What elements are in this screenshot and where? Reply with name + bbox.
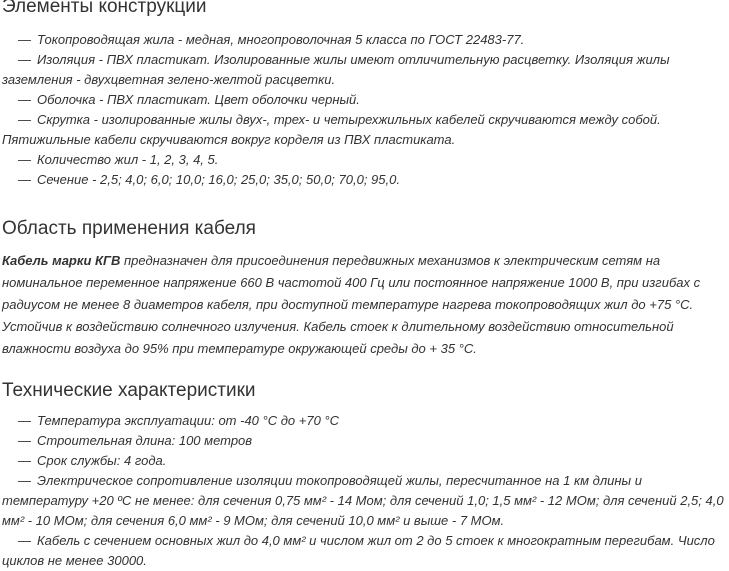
list-item: — Температура эксплуатации: от -40 °С до +70 °С xyxy=(2,411,724,431)
list-item: — Токопроводящая жила - медная, многопроволочная 5 класса по ГОСТ 22483-77. xyxy=(2,30,724,50)
list-item: — Кабель с сечением основных жил до 4,0 мм² и числом жил от 2 до 5 стоек к многократным перегибам. Число циклов не менее 30000. xyxy=(2,531,724,571)
list-item: — Строительная длина: 100 метров xyxy=(2,431,724,451)
list-item: — Количество жил - 1, 2, 3, 4, 5. xyxy=(2,150,724,170)
list-item: — Сечение - 2,5; 4,0; 6,0; 10,0; 16,0; 25,0; 35,0; 50,0; 70,0; 95,0. xyxy=(2,170,724,190)
list-item: — Оболочка - ПВХ пластикат. Цвет оболочки черный. xyxy=(2,90,724,110)
list-item: — Изоляция - ПВХ пластикат. Изолированные жилы имеют отличительную расцветку. Изоляция жилы заземления - двухцветная зелено-желтой расцветки. xyxy=(2,50,724,90)
cable-brand-label: Кабель марки КГВ xyxy=(2,253,121,268)
list-item: — Скрутка - изолированные жилы двух-, трех- и четырехжильных кабелей скручиваются между собой. Пятижильные кабели скручиваются вокруг кордeля из ПВХ пластиката. xyxy=(2,110,724,150)
section-title-construction: Элементы конструкции xyxy=(2,0,207,17)
application-paragraph xyxy=(2,250,724,360)
specs-list xyxy=(2,411,724,571)
construction-list xyxy=(2,30,724,190)
list-item: — Срок службы: 4 года. xyxy=(2,451,724,471)
section-title-specs: Технические характеристики xyxy=(2,380,256,401)
application-text: предназначен для присоединения передвижных механизмов к электрическим сетям на номинальное переменное напряжение 660 В частотой 400 Гц или постоянное напряжение 1000 В, при изгибах с радиусом не менее 8 диаметров кабеля, при доступной температуре нагрева токопроводящих жил до +75 °С. Устойчив к воздействию солнечного излучения. Кабель стоек к длительному воздействию относительной влажности воздуха до 95% при температуре окружающей среды до + 35 °С. xyxy=(2,253,701,356)
section-title-application: Область применения кабеля xyxy=(2,218,256,239)
list-item: — Электрическое сопротивление изоляции токопроводящей жилы, пересчитанное на 1 км длины и температуру +20 ºС не менее: для сечения 0,75 мм² - 14 Мом; для сечений 1,0; 1,5 мм² - 12 МОм; для сечений 2,5; 4,0 мм² - 10 МОм; для сечения 6,0 мм² - 9 МОм; для сечений 10,0 мм² и выше - 7 МОм. xyxy=(2,471,724,531)
